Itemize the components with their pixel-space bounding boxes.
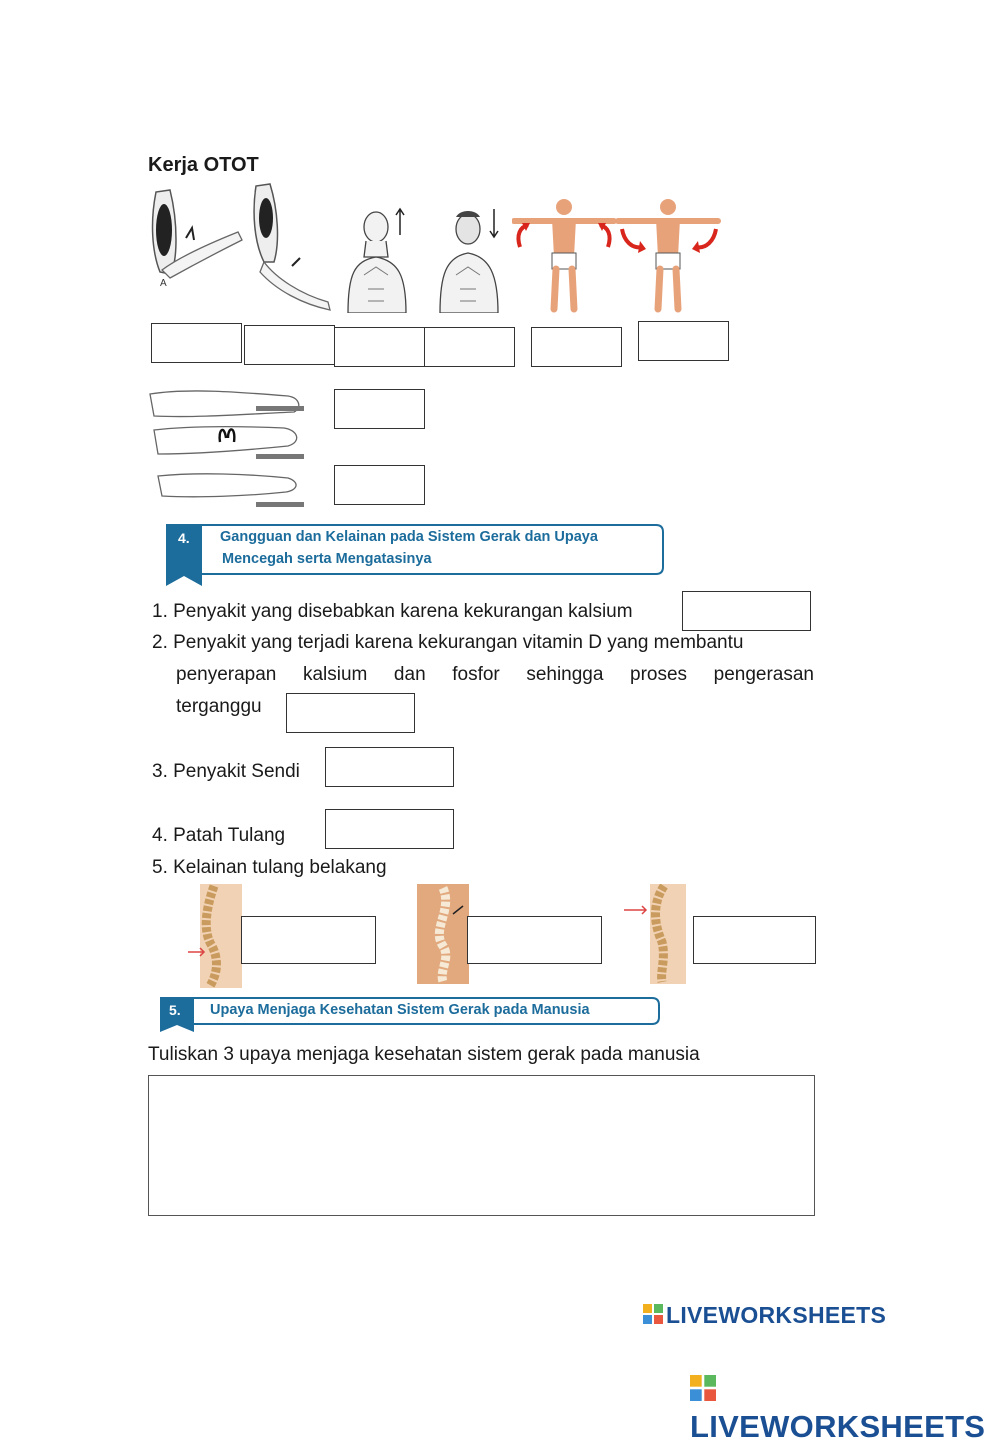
question-2-line2: penyerapan kalsium dan fosfor sehingga proses pengerasan <box>176 664 814 685</box>
question-1-answer-box[interactable] <box>682 591 811 631</box>
essay-answer-area[interactable] <box>148 1075 815 1216</box>
muscle-answer-box-4[interactable] <box>424 327 515 367</box>
section-5-banner <box>158 996 662 1034</box>
section-4-heading-line2: Mencegah serta Mengatasinya <box>222 551 432 567</box>
liveworksheets-logo-footer <box>690 1371 1000 1445</box>
spine-lordosis-image <box>186 884 242 988</box>
question-2-answer-box[interactable] <box>286 693 415 733</box>
muscle-answer-box-2[interactable] <box>244 325 335 365</box>
arms-abduction-image <box>512 195 616 313</box>
muscle-answer-box-3[interactable] <box>334 327 425 367</box>
arm-flexion-image <box>148 182 244 312</box>
arm-label-a: A <box>160 278 167 289</box>
question-3-answer-box[interactable] <box>325 747 454 787</box>
muscle-answer-box-5[interactable] <box>531 327 622 367</box>
section-4-banner <box>164 522 666 588</box>
spine-kyphosis-image <box>624 884 686 984</box>
head-up-image <box>344 205 418 313</box>
spine-answer-box-2[interactable] <box>467 916 602 964</box>
liveworksheets-logo-inner <box>643 1302 886 1330</box>
section-4-heading-line1: Gangguan dan Kelainan pada Sistem Gerak dan Upaya <box>220 529 598 545</box>
liveworksheets-logo-text: LIVEWORKSHEETS <box>690 1408 986 1444</box>
liveworksheets-logo-text: LIVEWORKSHEETS <box>666 1302 887 1328</box>
head-down-image <box>436 205 510 313</box>
question-4-answer-box[interactable] <box>325 809 454 849</box>
liveworksheets-grid-icon <box>643 1303 663 1330</box>
question-2-line1: 2. Penyakit yang terjadi karena kekurangan vitamin D yang membantu <box>152 632 744 653</box>
question-4: 4. Patah Tulang <box>152 825 286 846</box>
question-2-line3: terganggu <box>176 696 262 717</box>
forearm-answer-box-2[interactable] <box>334 465 425 505</box>
instruction-text: Tuliskan 3 upaya menjaga kesehatan sistem gerak pada manusia <box>148 1044 700 1065</box>
forearm-rotation-image <box>148 380 308 510</box>
question-3: 3. Penyakit Sendi <box>152 761 300 782</box>
section-5-heading: Upaya Menjaga Kesehatan Sistem Gerak pada Manusia <box>210 1002 590 1018</box>
spine-answer-box-3[interactable] <box>693 916 816 964</box>
question-1: 1. Penyakit yang disebabkan karena kekurangan kalsium <box>152 601 633 622</box>
spine-answer-box-1[interactable] <box>241 916 376 964</box>
forearm-answer-box-1[interactable] <box>334 389 425 429</box>
spine-scoliosis-image <box>417 884 469 984</box>
arm-extension-image <box>250 182 340 312</box>
arms-adduction-image <box>616 195 722 313</box>
page-title: Kerja OTOT <box>148 154 259 176</box>
muscle-answer-box-6[interactable] <box>638 321 729 361</box>
section-5-number: 5. <box>169 1002 181 1018</box>
question-5: 5. Kelainan tulang belakang <box>152 857 387 878</box>
section-4-number: 4. <box>178 530 190 546</box>
muscle-answer-box-1[interactable] <box>151 323 242 363</box>
liveworksheets-grid-icon <box>690 1373 716 1409</box>
